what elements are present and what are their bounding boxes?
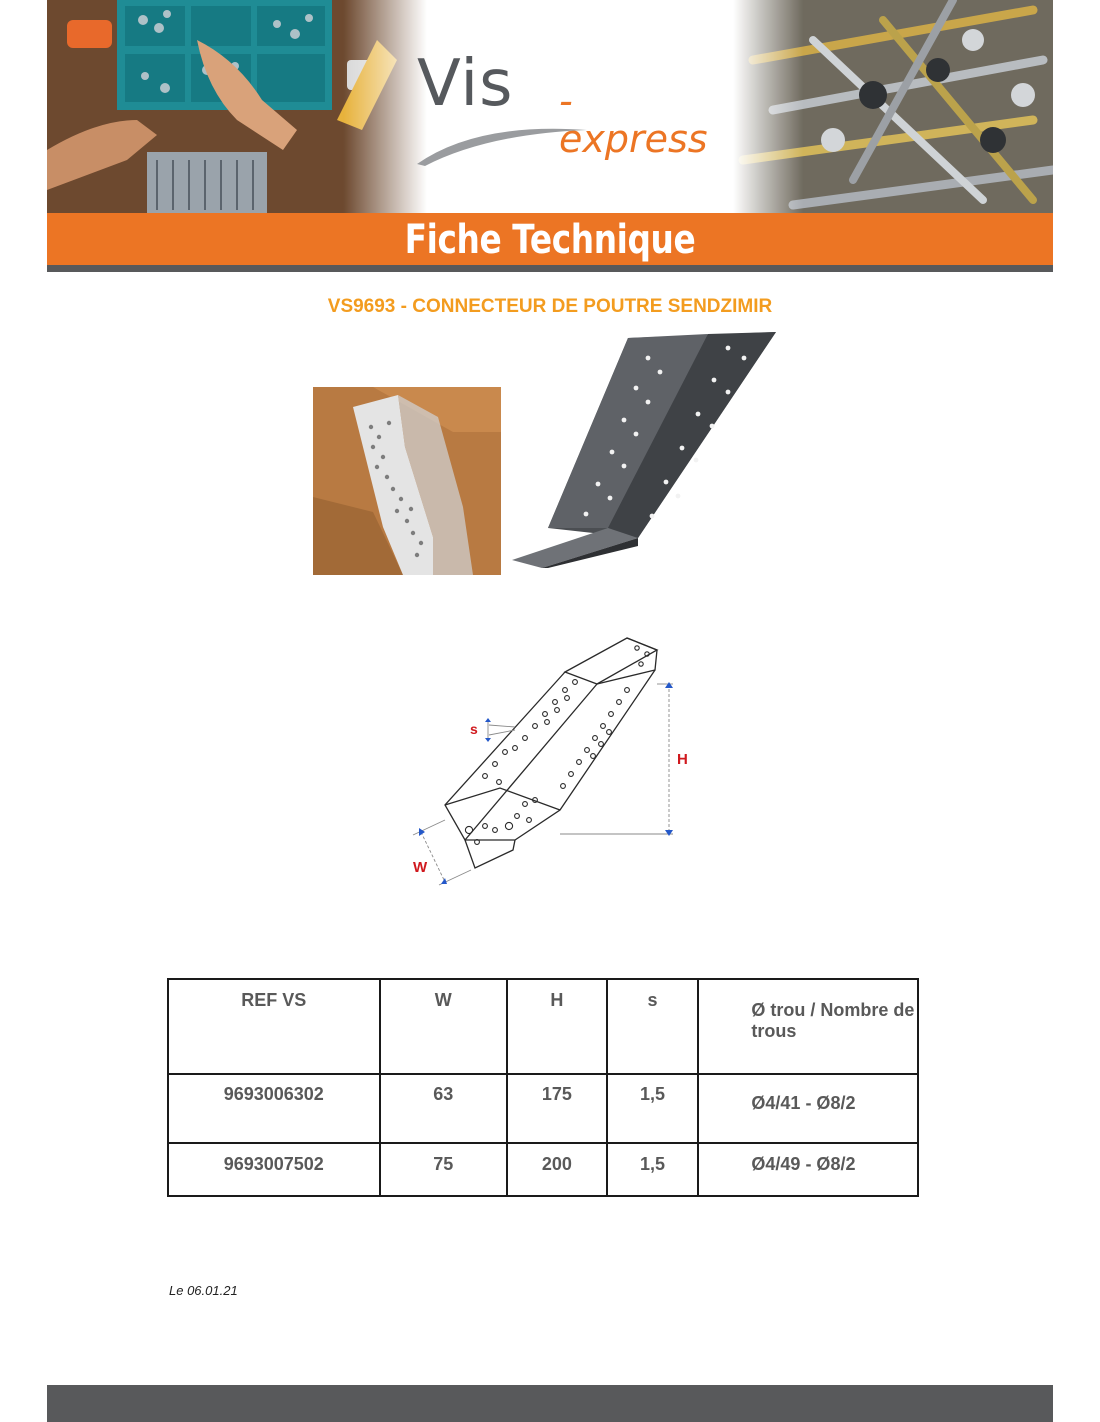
product-title: VS9693 - CONNECTEUR DE POUTRE SENDZIMIR [327, 296, 773, 317]
cell-holes: Ø4/41 - Ø8/2 [698, 1074, 918, 1143]
vis-express-logo [417, 47, 717, 167]
logo-swoosh [417, 122, 587, 167]
cell-w: 75 [380, 1143, 508, 1196]
footer-bar [47, 1385, 1053, 1422]
dimension-label-h: H [677, 751, 688, 768]
header-holes: Ø trou / Nombre de trous [698, 979, 918, 1074]
header-banner [47, 0, 1053, 213]
tools-photo [47, 0, 427, 213]
header-h: H [507, 979, 607, 1074]
fiche-technique-banner [47, 213, 1053, 265]
cell-h: 175 [507, 1074, 607, 1143]
table-header-row [168, 979, 918, 1074]
beam-mounted-connector-photo [313, 387, 501, 575]
dimension-label-w: W [413, 859, 428, 876]
document-date: Le 06.01.21 [169, 1283, 238, 1298]
banner-title: Fiche Technique [404, 217, 696, 263]
dimension-label-s: s [470, 721, 478, 737]
connector-product-photo [508, 328, 780, 568]
screws-photo [733, 0, 1053, 213]
header-ref-vs: REF VS [168, 979, 380, 1074]
cell-s: 1,5 [607, 1143, 699, 1196]
cell-holes: Ø4/49 - Ø8/2 [698, 1143, 918, 1196]
header-s: s [607, 979, 699, 1074]
logo-express-text: -express [559, 79, 708, 161]
cell-s: 1,5 [607, 1074, 699, 1143]
table-row [168, 1074, 918, 1143]
technical-drawing [405, 630, 705, 890]
cell-w: 63 [380, 1074, 508, 1143]
header-divider [47, 265, 1053, 272]
specification-table [167, 978, 919, 1197]
cell-ref: 9693007502 [168, 1143, 380, 1196]
logo-vis-text: Vis [417, 47, 514, 121]
cell-ref: 9693006302 [168, 1074, 380, 1143]
header-w: W [380, 979, 508, 1074]
cell-h: 200 [507, 1143, 607, 1196]
table-row [168, 1143, 918, 1196]
